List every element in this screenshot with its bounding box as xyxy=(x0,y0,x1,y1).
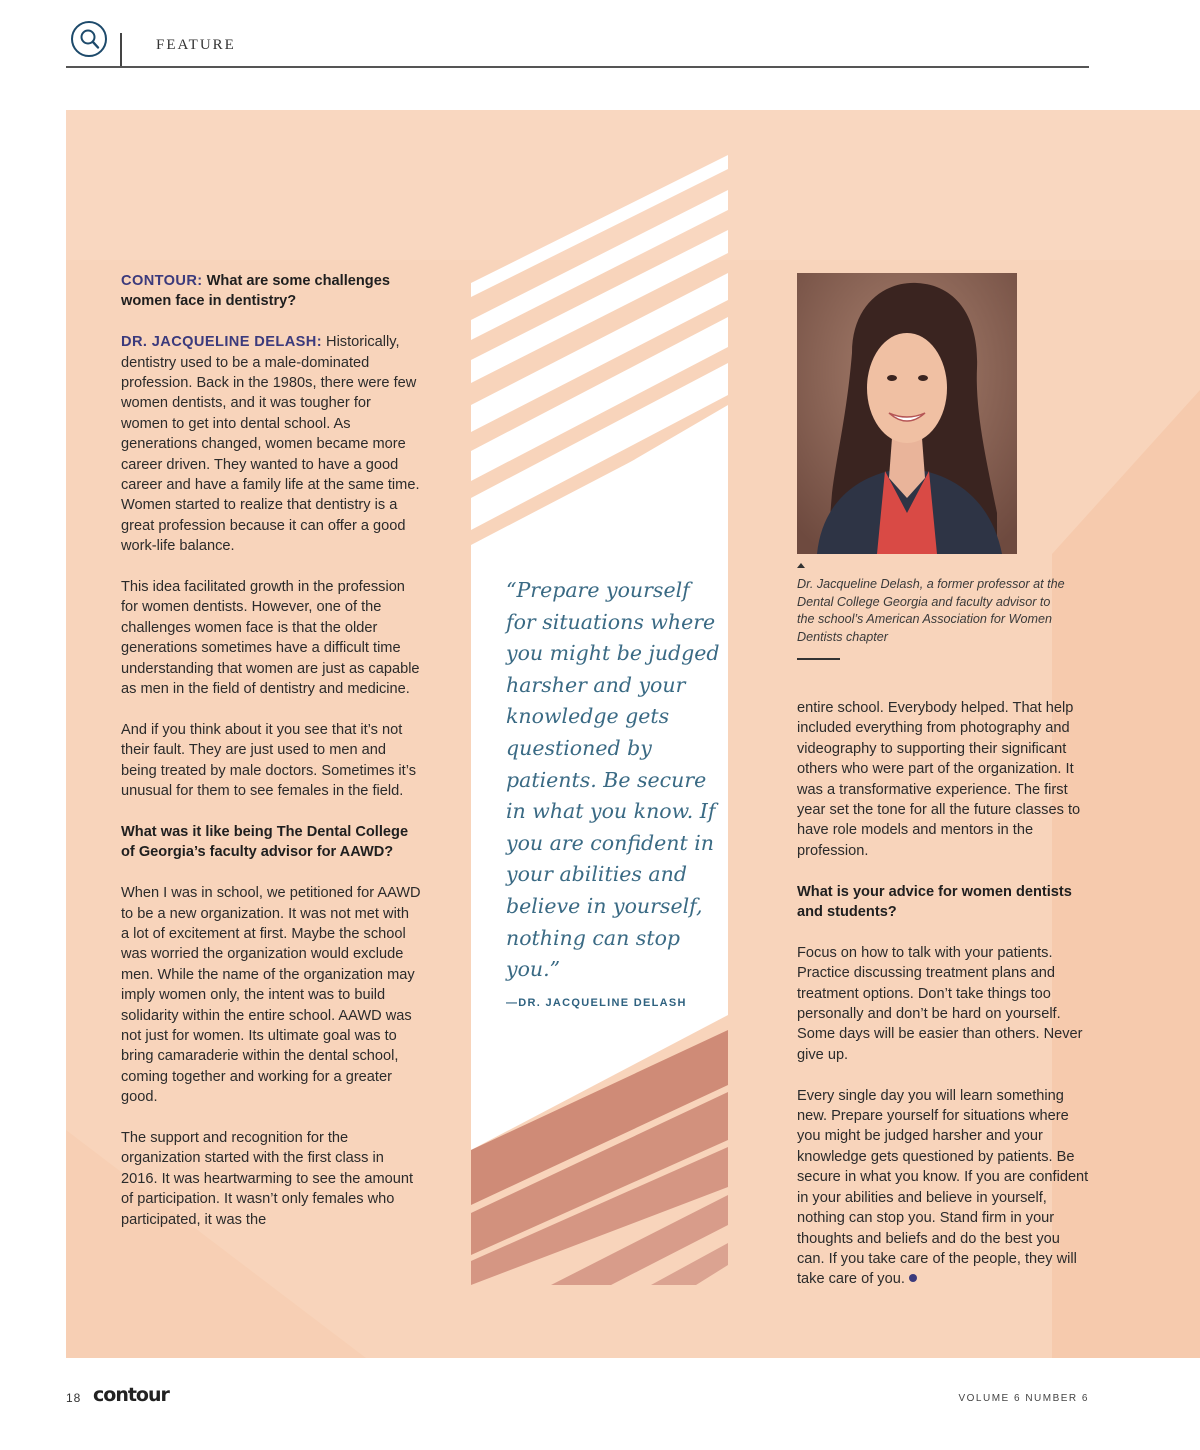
photo-caption: Dr. Jacqueline Delash, a former professor at the Dental College Georgia and faculty advisor to the school’s American Association for Women Dentists chapter xyxy=(797,577,1065,644)
caption-rule xyxy=(797,658,840,660)
end-mark-icon xyxy=(909,1274,917,1282)
contour-logo: contour xyxy=(93,1384,169,1406)
left-column xyxy=(121,271,421,1230)
page-number: 18 xyxy=(66,1391,82,1405)
pull-quote-text: “Prepare yourself for situations where you might be judged harsher and your knowledge gets questioned by patients. Be secure in what you know. If you are confident in your abilities and believe in yourself, nothing can stop you.” xyxy=(506,578,720,982)
pull-quote-attribution: —DR. JACQUELINE DELASH xyxy=(506,997,687,1009)
paragraph-text: Every single day you will learn something new. Prepare yourself for situations where you might be judged harsher and your knowledge gets questioned by patients. Be secure in what you know. If you are confident in your abilities and believe in yourself, nothing can stop you. Stand firm in your thoughts and beliefs and do the best you can. If you take care of the people, they will take care of you. xyxy=(797,1087,1089,1288)
question-1-text: What are some challenges women face in dentistry? xyxy=(121,273,390,310)
paragraph: When I was in school, we petitioned for AAWD to be a new organization. It was not met with a lot of excitement at first. Maybe the school was worried the organization would exclude men. While the name of the organization may imply women only, the intent was to build solidarity within the entire school. AAWD was not just for women. Its ultimate goal was to bring camaraderie within the dental school, coming together and working for a greater good. xyxy=(121,885,421,1106)
paragraph: And if you think about it you see that it’s not their fault. They are just used to men and being treated by male doctors. Sometimes it’s unusual for them to see females in the field. xyxy=(121,721,416,800)
header-rule xyxy=(66,66,1089,68)
search-icon[interactable] xyxy=(71,21,107,57)
right-column xyxy=(797,698,1089,1290)
question-1 xyxy=(121,271,421,312)
volume-label: VOLUME 6 NUMBER 6 xyxy=(958,1393,1089,1404)
speaker-delash: DR. JACQUELINE DELASH: xyxy=(121,334,322,351)
header-divider xyxy=(120,33,122,67)
paragraph: Focus on how to talk with your patients. Practice discussing treatment plans and treatment options. Don’t take things too personally and don’t be hard on yourself. Some days will be easier than others. Never give up. xyxy=(797,944,1083,1063)
paragraph: The support and recognition for the organization started with the first class in 2016. It was heartwarming to see the amount of participation. It wasn’t only females who participated, it was the xyxy=(121,1129,414,1228)
section-label: FEATURE xyxy=(156,37,236,53)
speaker-contour: CONTOUR: xyxy=(121,273,203,289)
paragraph: entire school. Everybody helped. That help included everything from photography and videography to supporting their significant others who were part of the organization. It was a transformative experience. The first year set the tone for all the future classes to have role models and mentors in the profession. xyxy=(797,700,1081,859)
question-3: What is your advice for women dentists and students? xyxy=(797,883,1072,921)
closing-paragraph xyxy=(797,1086,1089,1290)
answer-1 xyxy=(121,332,421,556)
answer-1-text: Historically, dentistry used to be a male-dominated profession. Back in the 1980s, there were few women dentists, and it was tougher for women to get into dental school. As generations changed, women became more career driven. They wanted to have a good career and have a family life at the same time. Women started to realize that dentistry is a great profession because it can offer a good work-life balance. xyxy=(121,334,420,555)
portrait-photo xyxy=(797,273,1017,554)
question-2: What was it like being The Dental College of Georgia’s faculty advisor for AAWD? xyxy=(121,823,409,861)
paragraph: This idea facilitated growth in the profession for women dentists. However, one of the challenges women face is that the older generations sometimes have a difficult time understanding that women are just as capable as men in the field of dentistry and medicine. xyxy=(121,579,420,698)
caption-arrow-icon xyxy=(797,563,805,568)
